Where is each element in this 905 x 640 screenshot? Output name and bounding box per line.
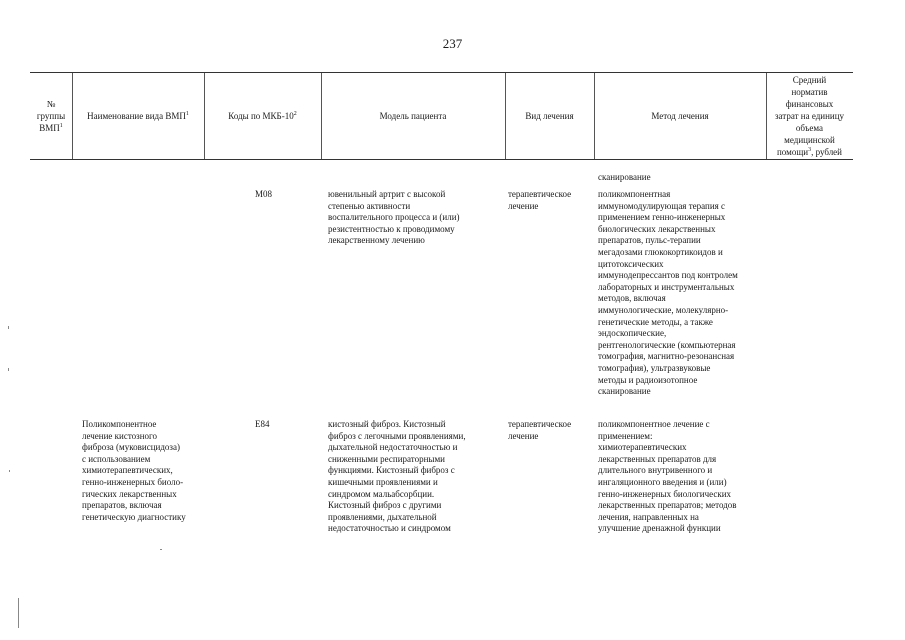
row-continuation-method: сканирование: [598, 172, 651, 182]
footnote-marker: 3: [808, 147, 812, 153]
row-m08-treatment-type: терапевтическое лечение: [508, 189, 572, 211]
header-cost-standard: [766, 73, 853, 159]
scan-speck: [8, 326, 9, 329]
scan-speck: [8, 368, 9, 371]
scan-speck: [160, 549, 162, 550]
footnote-marker: 1: [59, 123, 63, 129]
row-e84-patient-model: кистозный фиброз. Кистозный фиброз с легочными проявлениями, дыхательной недостаточностью и сниженными респираторными функциями. Кистозный фиброз с кишечными проявлениями и синдромом мальабсорбции. Кистозный фиброз с другими проявлениями, дыхательной недостаточностью и синдромом: [328, 419, 466, 534]
header-cost-standard-text: Средний норматив финансовых затрат на единицу объема медицинской помощи: [774, 75, 845, 157]
header-group-number: [30, 73, 72, 159]
page-number: 237: [442, 36, 463, 51]
row-e84-vmp-name: Поликомпонентное лечение кистозного фиброза (муковисцидоза) с использованием химиотерапевтических, генно-инженерных биоло- гических лекарственных препаратов, включая генетическую диагностику: [82, 419, 186, 522]
row-m08-method: поликомпонентная иммуномодулирующая терапия с применением генно-инженерных биологических лекарственных препаратов, пульс-терапии мегадозами глюкокортикоидов и цитотоксических иммунодепрессантов под контролем лабораторных и инструментальных методов, включая иммунологические, молекулярно- генетические методы, а также эндоскопические, рентгенологические (компьютерная томография, магнитно-резонансная томография), ультразвуковые методы и радиоизотопное сканирование: [598, 189, 738, 397]
row-e84-code: E84: [255, 419, 270, 429]
scan-speck: [9, 470, 10, 472]
footnote-marker: 2: [293, 111, 297, 117]
header-treatment-type: Вид лечения: [525, 111, 574, 121]
header-cost-standard-unit: , рублей: [811, 147, 842, 157]
row-m08-code: M08: [255, 189, 273, 199]
header-icd-codes: [204, 73, 321, 159]
header-treatment-method: Метод лечения: [651, 111, 709, 121]
row-e84-treatment-type: терапевтическое лечение: [508, 419, 572, 441]
scan-speck: [18, 598, 19, 628]
table-header: [30, 72, 853, 160]
row-m08-patient-model: ювенильный артрит с высокой степенью активности воспалительного процесса и (или) резистентностью к проводимому лекарственному лечению: [328, 189, 460, 246]
header-patient-model: Модель пациента: [379, 111, 447, 121]
header-group-number-text: № группы ВМП: [36, 99, 66, 133]
footnote-marker: 1: [185, 111, 189, 117]
header-icd-codes-text: Коды по МКБ-10: [228, 111, 294, 121]
header-vmp-name: [72, 73, 204, 159]
header-vmp-name-text: Наименование вида ВМП: [87, 111, 186, 121]
row-e84-method: поликомпонентное лечение с применением: химиотерапевтических лекарственных препаратов для длительного внутривенного и ингаляционного введения и (или) генно-инженерных биологических лекарственных препаратов; методов лечения, направленных на улучшение дренажной функции: [598, 419, 737, 534]
